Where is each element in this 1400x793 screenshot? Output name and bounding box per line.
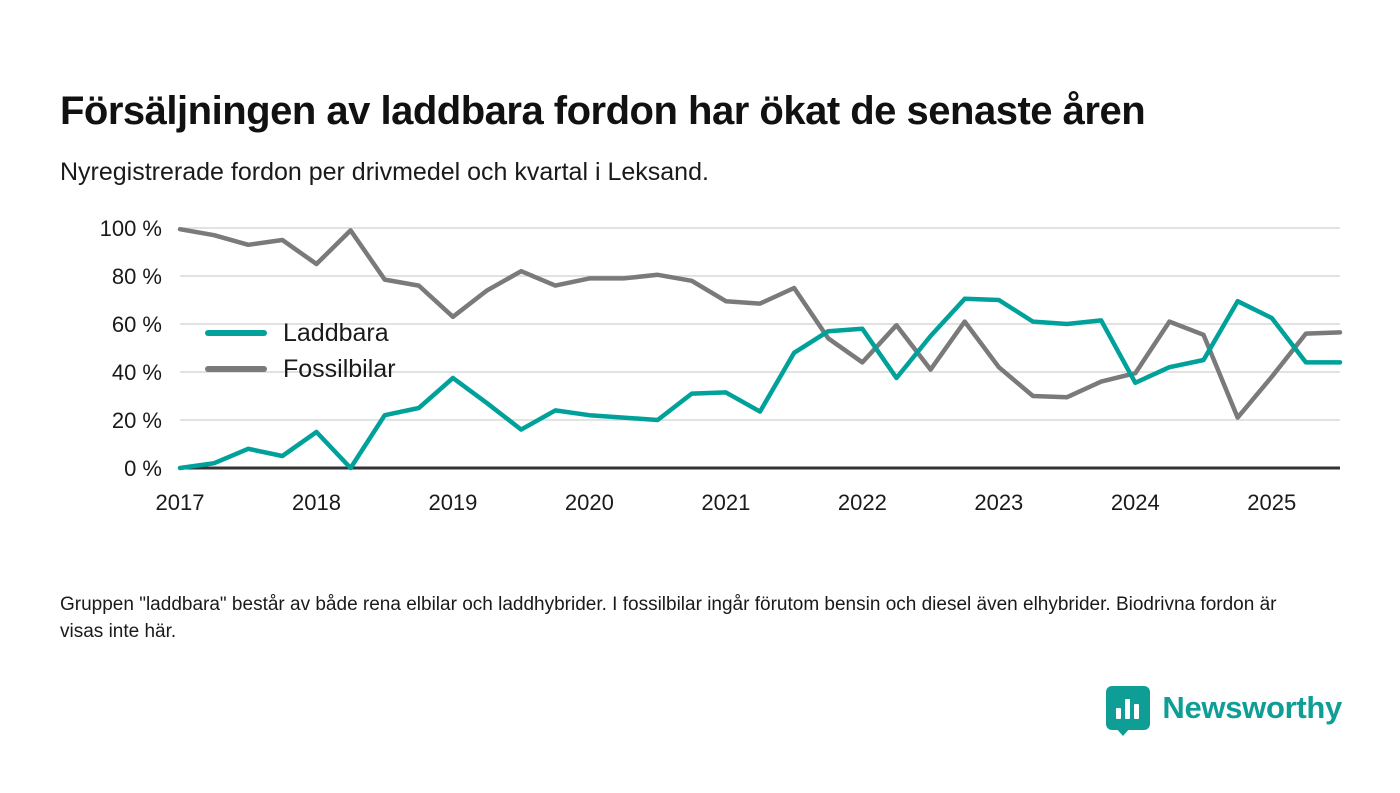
legend-item-laddbara — [205, 315, 505, 351]
page-title: Försäljningen av laddbara fordon har ökat de senaste åren — [60, 88, 1146, 133]
bar-chart-bars — [1116, 697, 1143, 719]
x-tick-label: 2023 — [974, 490, 1024, 515]
chart-legend — [205, 315, 505, 387]
y-tick-label: 40 % — [111, 360, 162, 385]
legend-swatch-fossilbilar — [205, 366, 267, 372]
x-tick-label: 2021 — [701, 490, 751, 515]
newsworthy-logo — [1106, 685, 1342, 731]
chart-subtitle: Nyregistrerade fordon per drivmedel och kvartal i Leksand. — [60, 158, 709, 186]
bar-chart-bubble-icon — [1106, 686, 1150, 730]
y-tick-label: 20 % — [111, 408, 162, 433]
y-tick-label: 0 % — [124, 456, 162, 481]
y-tick-label: 100 % — [99, 216, 162, 241]
legend-item-fossilbilar — [205, 351, 505, 387]
x-tick-label: 2024 — [1110, 490, 1160, 515]
legend-label-fossilbilar: Fossilbilar — [283, 354, 396, 383]
y-tick-label: 60 % — [111, 312, 162, 337]
x-tick-label: 2020 — [564, 490, 614, 515]
legend-swatch-laddbara — [205, 330, 267, 336]
chart-footnote: Gruppen "laddbara" består av både rena elbilar och laddhybrider. I fossilbilar ingår förutom bensin och diesel även elhybrider. Biodrivna fordon är visas inte här. — [60, 594, 1277, 642]
x-tick-label: 2025 — [1247, 490, 1297, 515]
y-tick-label: 80 % — [111, 264, 162, 289]
x-tick-label: 2018 — [291, 490, 341, 515]
x-tick-label: 2019 — [428, 490, 478, 515]
legend-label-laddbara: Laddbara — [283, 318, 389, 347]
x-tick-label: 2022 — [837, 490, 887, 515]
x-tick-label: 2017 — [155, 490, 205, 515]
brand-name: Newsworthy — [1162, 690, 1342, 725]
